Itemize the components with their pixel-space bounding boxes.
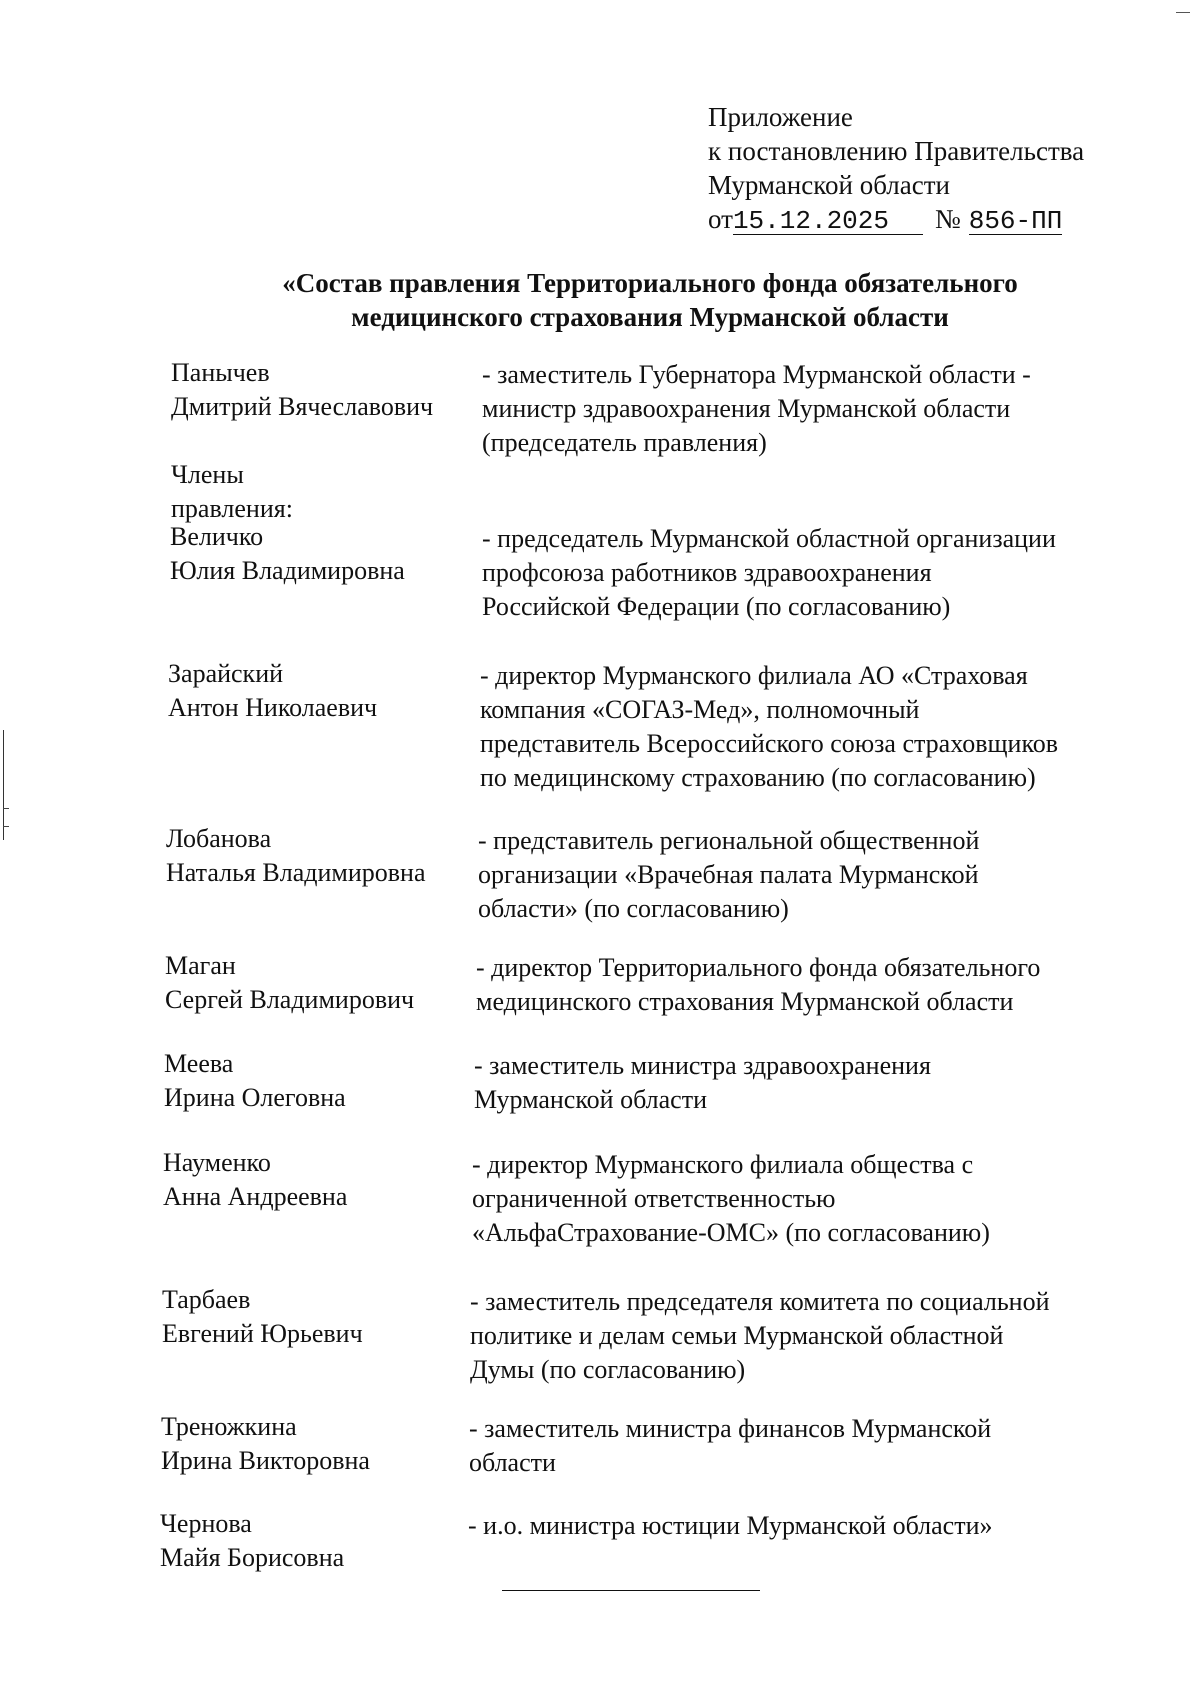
- member-role-line: - и.о. министра юстиции Мурманской области»: [468, 1511, 993, 1540]
- member-role-line: политике и делам семьи Мурманской областной: [470, 1321, 1004, 1350]
- appendix-header: [708, 100, 1084, 236]
- scan-margin-dash: [3, 808, 9, 809]
- member-role-line: представитель Всероссийского союза страховщиков: [480, 729, 1059, 758]
- member-surname: Величко: [170, 522, 264, 551]
- member-role-line: ограниченной ответственностью: [472, 1184, 836, 1213]
- member-role-line: - директор Мурманского филиала АО «Страховая: [480, 661, 1028, 690]
- closing-rule: [502, 1590, 760, 1591]
- member-role-line: компания «СОГАЗ-Мед», полномочный: [480, 695, 920, 724]
- member-given-names: Наталья Владимировна: [166, 858, 426, 887]
- resolution-date: 15.12.2025: [733, 208, 923, 235]
- member-role-line: - заместитель министра здравоохранения: [474, 1051, 931, 1080]
- document-title: [130, 266, 1170, 334]
- member-role-line: области» (по согласованию): [478, 894, 789, 923]
- scan-corner-mark: [1176, 12, 1190, 13]
- member-role-line: - заместитель Губернатора Мурманской области -: [482, 360, 1031, 389]
- member-role-line: - директор Мурманского филиала общества с: [472, 1150, 974, 1179]
- member-role-line: по медицинскому страхованию (по согласованию): [480, 763, 1036, 792]
- member-role-line: министр здравоохранения Мурманской области: [482, 394, 1011, 423]
- member-role-line: - директор Территориального фонда обязательного: [476, 953, 1041, 982]
- member-given-names: Антон Николаевич: [168, 693, 378, 722]
- title-line-1: «Состав правления Территориального фонда обязательного: [282, 268, 1018, 298]
- member-given-names: Анна Андреевна: [163, 1182, 348, 1211]
- member-surname: Панычев: [171, 358, 270, 387]
- member-role-line: Мурманской области: [474, 1085, 707, 1114]
- scan-margin-dash: [3, 826, 9, 827]
- member-surname: Чернова: [160, 1509, 252, 1538]
- member-given-names: Ирина Олеговна: [164, 1083, 346, 1112]
- member-role-line: медицинского страхования Мурманской области: [476, 987, 1014, 1016]
- member-given-names: Ирина Викторовна: [161, 1446, 370, 1475]
- member-surname: Треножкина: [161, 1412, 297, 1441]
- member-role-line: - председатель Мурманской областной организации: [482, 524, 1056, 553]
- member-surname: Зарайский: [168, 659, 284, 688]
- member-surname: Маган: [165, 951, 236, 980]
- member-given-names: Сергей Владимирович: [165, 985, 415, 1014]
- member-given-names: Дмитрий Вячеславович: [171, 392, 434, 421]
- appendix-date-line: [708, 202, 1084, 236]
- member-surname: Науменко: [163, 1148, 271, 1177]
- member-given-names: Евгений Юрьевич: [162, 1319, 363, 1348]
- member-surname: Меева: [164, 1049, 234, 1078]
- scan-margin-mark: [3, 730, 4, 840]
- member-role-line: организации «Врачебная палата Мурманской: [478, 860, 979, 889]
- resolution-number: 856-ПП: [968, 206, 1063, 236]
- member-given-names: Юлия Владимировна: [170, 556, 405, 585]
- member-role-line: «АльфаСтрахование-ОМС» (по согласованию): [472, 1218, 990, 1247]
- member-role-line: (председатель правления): [482, 428, 767, 457]
- appendix-line-3: Мурманской области: [708, 170, 950, 200]
- member-role-line: Российской Федерации (по согласованию): [482, 592, 951, 621]
- member-surname: Лобанова: [166, 824, 272, 853]
- member-surname: Тарбаев: [162, 1285, 251, 1314]
- appendix-line-1: Приложение: [708, 102, 853, 132]
- appendix-line-2: к постановлению Правительства: [708, 136, 1085, 166]
- date-prefix: от: [708, 204, 733, 234]
- members-label: Члены правления:: [171, 460, 293, 523]
- member-role-line: области: [469, 1448, 556, 1477]
- title-line-2: медицинского страхования Мурманской области: [351, 302, 949, 332]
- number-label: №: [934, 204, 961, 234]
- member-role-line: - заместитель председателя комитета по социальной: [470, 1287, 1050, 1316]
- member-role-line: Думы (по согласованию): [470, 1355, 746, 1384]
- member-role-line: профсоюза работников здравоохранения: [482, 558, 932, 587]
- member-given-names: Майя Борисовна: [160, 1543, 345, 1572]
- member-role-line: - заместитель министра финансов Мурманской: [469, 1414, 992, 1443]
- member-role-line: - представитель региональной общественной: [478, 826, 980, 855]
